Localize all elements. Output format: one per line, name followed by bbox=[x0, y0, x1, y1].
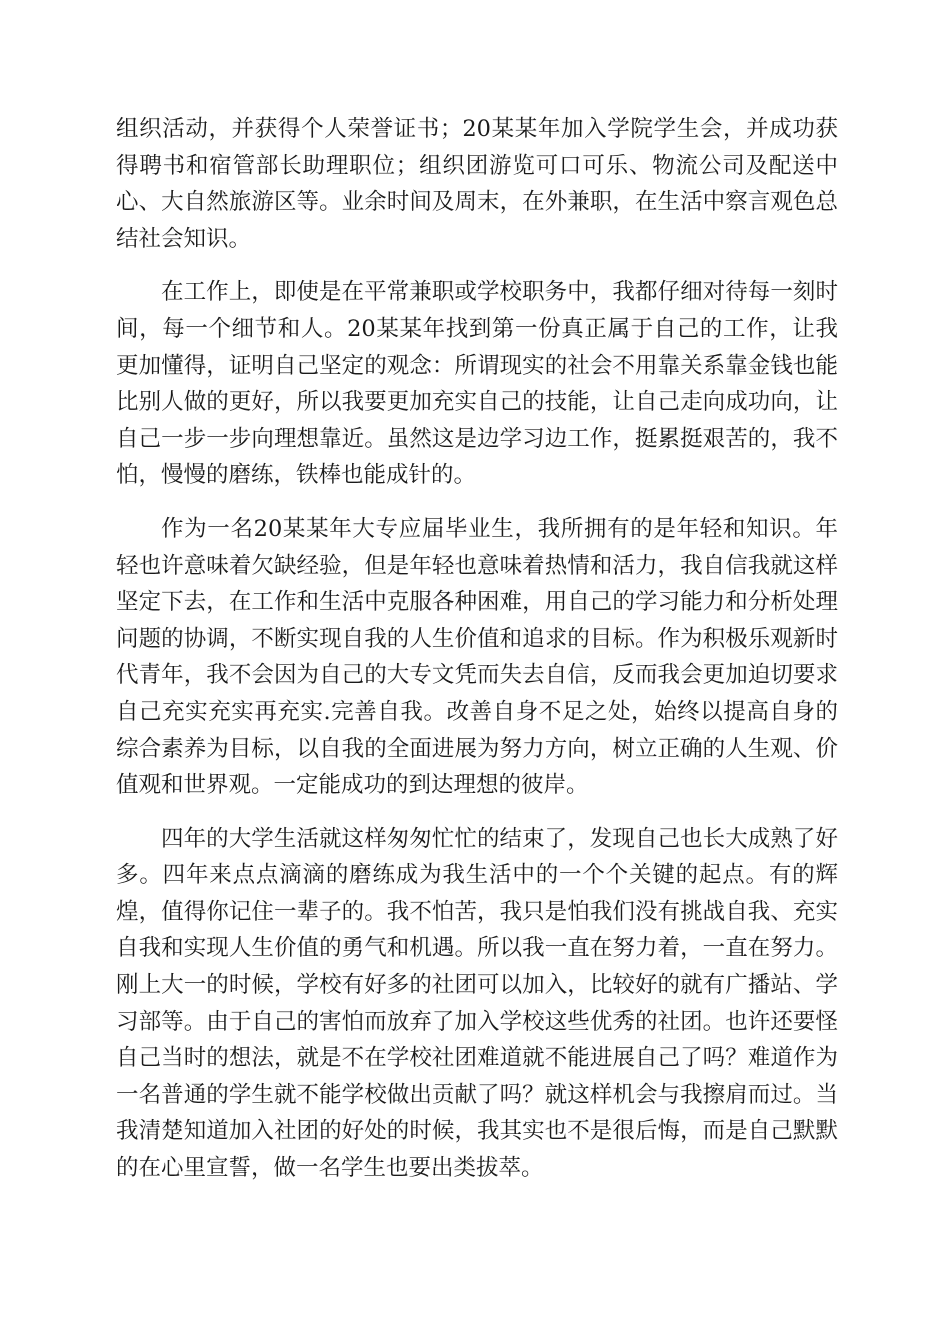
paragraph-university-life: 四年的大学生活就这样匆匆忙忙的结束了，发现自己也长大成熟了好多。四年来点点滴滴的磨练成为我生活中的一个个关键的起点。有的辉煌，值得你记住一辈子的。我不怕苦，我只是怕我们没有挑战自我、充实自我和实现人生价值的勇气和机遇。所以我一直在努力着，一直在努力。刚上大一的时候，学校有好多的社团可以加入，比较好的就有广播站、学习部等。由于自己的害怕而放弃了加入学校这些优秀的社团。也许还要怪自己当时的想法，就是不在学校社团难道就不能进展自己了吗？难道作为一名普通的学生就不能学校做出贡献了吗？就这样机会与我擦肩而过。当我清楚知道加入社团的好处的时候，我其实也不是很后悔，而是自己默默的在心里宣誓，做一名学生也要出类拔萃。 bbox=[116, 825, 838, 1182]
paragraph-graduate: 作为一名20某某年大专应届毕业生，我所拥有的是年轻和知识。年轻也许意味着欠缺经验，但是年轻也意味着热情和活力，我自信我就这样坚定下去，在工作和生活中克服各种困难，用自己的学习能力和分析处理问题的协调，不断实现自我的人生价值和追求的目标。作为积极乐观新时代青年，我不会因为自己的大专文凭而失去自信，反而我会更加迫切要求自己充实充实再充实.完善自我。改善自身不足之处，始终以提高自身的综合素养为目标，以自我的全面进展为努力方向，树立正确的人生观、价值观和世界观。一定能成功的到达理想的彼岸。 bbox=[116, 515, 838, 799]
document-body bbox=[116, 111, 838, 1204]
paragraph-continued: 组织活动，并获得个人荣誉证书；20某某年加入学院学生会，并成功获得聘书和宿管部长助理职位；组织团游览可口可乐、物流公司及配送中心、大自然旅游区等。业余时间及周末，在外兼职，在生活中察言观色总结社会知识。 bbox=[116, 116, 838, 252]
paragraph-work: 在工作上，即使是在平常兼职或学校职务中，我都仔细对待每一刻时间，每一个细节和人。20某某年找到第一份真正属于自己的工作，让我更加懂得，证明自己坚定的观念：所谓现实的社会不用靠关系靠金钱也能比别人做的更好，所以我要更加充实自己的技能，让自己走向成功向，让自己一步一步向理想靠近。虽然这是边学习边工作，挺累挺艰苦的，我不怕，慢慢的磨练，铁棒也能成针的。 bbox=[116, 279, 838, 489]
